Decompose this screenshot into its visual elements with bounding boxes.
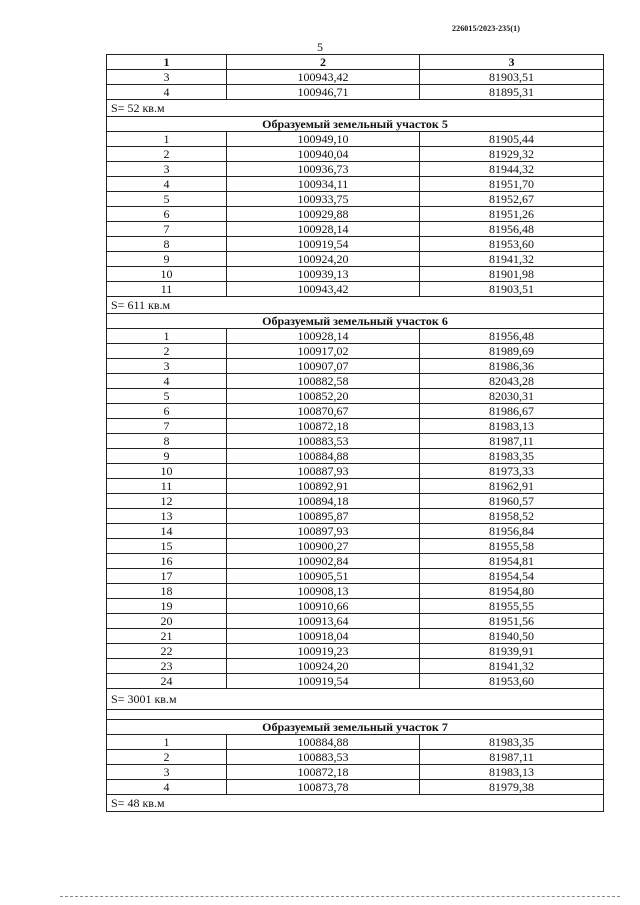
coordinate-x: 100883,53 <box>227 750 420 765</box>
point-number: 5 <box>107 192 227 207</box>
coordinate-y: 81944,32 <box>420 162 604 177</box>
coordinate-y: 81941,32 <box>420 659 604 674</box>
section-title: Образуемый земельный участок 7 <box>107 720 604 735</box>
coordinate-x: 100873,78 <box>227 780 420 795</box>
area-row <box>107 689 604 710</box>
coordinate-y: 81955,58 <box>420 539 604 554</box>
document-number: 226015/2023-235(1) <box>452 24 521 33</box>
point-number: 22 <box>107 644 227 659</box>
coordinate-y: 81903,51 <box>420 282 604 297</box>
coordinate-y: 81953,60 <box>420 237 604 252</box>
coordinate-x: 100905,51 <box>227 569 420 584</box>
table-row <box>107 599 604 614</box>
column-header: 1 <box>107 55 227 70</box>
area-row <box>107 795 604 812</box>
point-number: 24 <box>107 674 227 689</box>
point-number: 18 <box>107 584 227 599</box>
point-number: 19 <box>107 599 227 614</box>
coordinate-x: 100908,13 <box>227 584 420 599</box>
table-row <box>107 237 604 252</box>
coordinate-y: 81979,38 <box>420 780 604 795</box>
spacer-cell <box>107 710 604 720</box>
coordinate-x: 100870,67 <box>227 404 420 419</box>
column-header: 3 <box>420 55 604 70</box>
coordinate-y: 81903,51 <box>420 70 604 85</box>
table-row <box>107 85 604 100</box>
coordinate-x: 100936,73 <box>227 162 420 177</box>
coordinate-x: 100852,20 <box>227 389 420 404</box>
coordinate-y: 82030,31 <box>420 389 604 404</box>
area-row <box>107 100 604 117</box>
coordinate-x: 100872,18 <box>227 765 420 780</box>
area-value: S= 3001 кв.м <box>107 689 604 710</box>
coordinate-y: 81901,98 <box>420 267 604 282</box>
area-value: S= 611 кв.м <box>107 297 604 314</box>
table-row <box>107 177 604 192</box>
table-row <box>107 674 604 689</box>
coordinate-y: 81956,48 <box>420 222 604 237</box>
coordinate-y: 81987,11 <box>420 750 604 765</box>
table-row <box>107 162 604 177</box>
coordinate-x: 100902,84 <box>227 554 420 569</box>
coordinate-y: 81960,57 <box>420 494 604 509</box>
table-row <box>107 389 604 404</box>
point-number: 10 <box>107 267 227 282</box>
coordinate-x: 100919,23 <box>227 644 420 659</box>
coordinates-table <box>106 54 604 812</box>
point-number: 16 <box>107 554 227 569</box>
area-value: S= 52 кв.м <box>107 100 604 117</box>
table-row <box>107 750 604 765</box>
table-row <box>107 464 604 479</box>
point-number: 15 <box>107 539 227 554</box>
coordinate-y: 81958,52 <box>420 509 604 524</box>
point-number: 2 <box>107 344 227 359</box>
table-row <box>107 374 604 389</box>
coordinate-y: 81954,80 <box>420 584 604 599</box>
table-row <box>107 539 604 554</box>
coordinate-y: 82043,28 <box>420 374 604 389</box>
table-row <box>107 419 604 434</box>
coordinate-y: 81954,81 <box>420 554 604 569</box>
table-row <box>107 524 604 539</box>
coordinate-x: 100928,14 <box>227 329 420 344</box>
coordinate-y: 81951,70 <box>420 177 604 192</box>
coordinate-y: 81953,60 <box>420 674 604 689</box>
coordinate-y: 81986,36 <box>420 359 604 374</box>
point-number: 4 <box>107 85 227 100</box>
table-row <box>107 132 604 147</box>
point-number: 3 <box>107 70 227 85</box>
table-row <box>107 644 604 659</box>
table-row <box>107 569 604 584</box>
point-number: 9 <box>107 449 227 464</box>
coordinate-y: 81956,48 <box>420 329 604 344</box>
spacer-row <box>107 710 604 720</box>
table-row <box>107 494 604 509</box>
point-number: 3 <box>107 162 227 177</box>
coordinate-y: 81983,35 <box>420 449 604 464</box>
coordinate-y: 81983,13 <box>420 419 604 434</box>
coordinate-y: 81941,32 <box>420 252 604 267</box>
point-number: 3 <box>107 765 227 780</box>
point-number: 4 <box>107 780 227 795</box>
point-number: 13 <box>107 509 227 524</box>
coordinate-x: 100939,13 <box>227 267 420 282</box>
point-number: 2 <box>107 147 227 162</box>
coordinate-x: 100946,71 <box>227 85 420 100</box>
coordinate-y: 81983,35 <box>420 735 604 750</box>
table-row <box>107 614 604 629</box>
area-row <box>107 297 604 314</box>
coordinate-x: 100900,27 <box>227 539 420 554</box>
page-number: 5 <box>317 40 323 54</box>
point-number: 2 <box>107 750 227 765</box>
table-row <box>107 449 604 464</box>
table-row <box>107 735 604 750</box>
point-number: 7 <box>107 222 227 237</box>
area-value: S= 48 кв.м <box>107 795 604 812</box>
section-title: Образуемый земельный участок 5 <box>107 117 604 132</box>
point-number: 14 <box>107 524 227 539</box>
table-row <box>107 554 604 569</box>
point-number: 5 <box>107 389 227 404</box>
coordinate-y: 81895,31 <box>420 85 604 100</box>
coordinate-x: 100872,18 <box>227 419 420 434</box>
point-number: 3 <box>107 359 227 374</box>
coordinate-x: 100928,14 <box>227 222 420 237</box>
section-title-row <box>107 720 604 735</box>
coordinate-y: 81955,55 <box>420 599 604 614</box>
point-number: 8 <box>107 237 227 252</box>
coordinate-x: 100897,93 <box>227 524 420 539</box>
point-number: 6 <box>107 404 227 419</box>
coordinate-y: 81951,26 <box>420 207 604 222</box>
table-row <box>107 207 604 222</box>
point-number: 11 <box>107 282 227 297</box>
coordinate-y: 81973,33 <box>420 464 604 479</box>
point-number: 21 <box>107 629 227 644</box>
point-number: 1 <box>107 329 227 344</box>
table-row <box>107 329 604 344</box>
section-title-row <box>107 117 604 132</box>
coordinate-x: 100924,20 <box>227 252 420 267</box>
table-row <box>107 252 604 267</box>
coordinate-x: 100913,64 <box>227 614 420 629</box>
coordinate-x: 100883,53 <box>227 434 420 449</box>
point-number: 8 <box>107 434 227 449</box>
coordinate-x: 100892,91 <box>227 479 420 494</box>
table-header-row <box>107 55 604 70</box>
coordinate-x: 100943,42 <box>227 70 420 85</box>
coordinate-y: 81929,32 <box>420 147 604 162</box>
coordinate-x: 100884,88 <box>227 735 420 750</box>
table-row <box>107 359 604 374</box>
table-row <box>107 267 604 282</box>
point-number: 4 <box>107 177 227 192</box>
coordinate-x: 100924,20 <box>227 659 420 674</box>
coordinate-x: 100887,93 <box>227 464 420 479</box>
coordinate-x: 100910,66 <box>227 599 420 614</box>
coordinate-x: 100949,10 <box>227 132 420 147</box>
coordinate-x: 100894,18 <box>227 494 420 509</box>
coordinate-y: 81983,13 <box>420 765 604 780</box>
table-row <box>107 192 604 207</box>
point-number: 6 <box>107 207 227 222</box>
coordinate-x: 100934,11 <box>227 177 420 192</box>
coordinate-x: 100907,07 <box>227 359 420 374</box>
point-number: 7 <box>107 419 227 434</box>
coordinate-y: 81962,91 <box>420 479 604 494</box>
table-row <box>107 434 604 449</box>
coordinate-y: 81989,69 <box>420 344 604 359</box>
point-number: 10 <box>107 464 227 479</box>
coordinate-y: 81956,84 <box>420 524 604 539</box>
table-row <box>107 404 604 419</box>
coordinate-x: 100940,04 <box>227 147 420 162</box>
coordinate-y: 81952,67 <box>420 192 604 207</box>
point-number: 1 <box>107 735 227 750</box>
coordinate-x: 100895,87 <box>227 509 420 524</box>
column-header: 2 <box>227 55 420 70</box>
coordinate-x: 100933,75 <box>227 192 420 207</box>
coordinate-y: 81987,11 <box>420 434 604 449</box>
coordinate-x: 100919,54 <box>227 237 420 252</box>
table-row <box>107 222 604 237</box>
coordinate-x: 100917,02 <box>227 344 420 359</box>
coordinate-x: 100918,04 <box>227 629 420 644</box>
coordinate-x: 100884,88 <box>227 449 420 464</box>
table-row <box>107 509 604 524</box>
table-row <box>107 344 604 359</box>
coordinate-y: 81986,67 <box>420 404 604 419</box>
point-number: 20 <box>107 614 227 629</box>
coordinate-y: 81954,54 <box>420 569 604 584</box>
table-row <box>107 659 604 674</box>
coordinate-y: 81940,50 <box>420 629 604 644</box>
point-number: 9 <box>107 252 227 267</box>
coordinate-y: 81951,56 <box>420 614 604 629</box>
coordinate-y: 81905,44 <box>420 132 604 147</box>
table-row <box>107 147 604 162</box>
coordinates-table-body <box>107 55 604 812</box>
footer-divider <box>60 896 620 897</box>
point-number: 17 <box>107 569 227 584</box>
section-title: Образуемый земельный участок 6 <box>107 314 604 329</box>
point-number: 4 <box>107 374 227 389</box>
coordinate-x: 100919,54 <box>227 674 420 689</box>
table-row <box>107 282 604 297</box>
table-row <box>107 70 604 85</box>
coordinate-x: 100929,88 <box>227 207 420 222</box>
point-number: 1 <box>107 132 227 147</box>
point-number: 11 <box>107 479 227 494</box>
table-row <box>107 584 604 599</box>
table-row <box>107 629 604 644</box>
coordinate-x: 100943,42 <box>227 282 420 297</box>
point-number: 23 <box>107 659 227 674</box>
coordinate-x: 100882,58 <box>227 374 420 389</box>
section-title-row <box>107 314 604 329</box>
table-row <box>107 780 604 795</box>
table-row <box>107 765 604 780</box>
table-row <box>107 479 604 494</box>
point-number: 12 <box>107 494 227 509</box>
coordinate-y: 81939,91 <box>420 644 604 659</box>
